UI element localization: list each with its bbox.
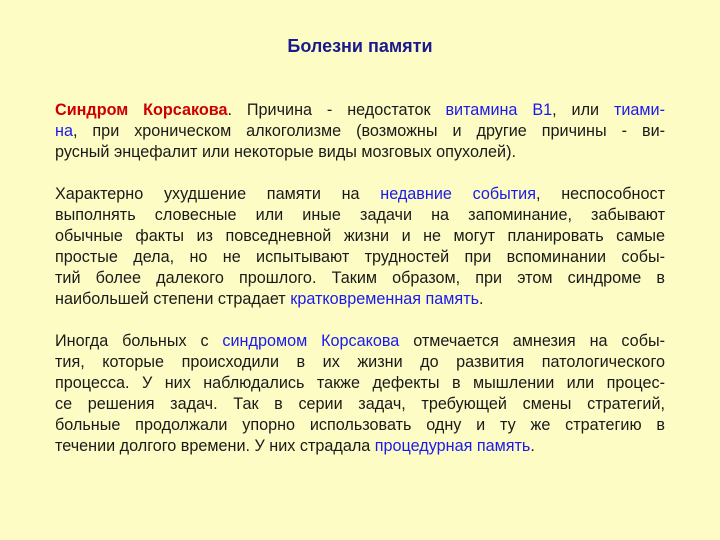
text-segment: процесса. У них наблюдались также дефекты в мышлении или процес- [55, 374, 665, 392]
text-segment: тий более далекого прошлого. Таким образом, при этом синдроме в [55, 269, 665, 287]
text-segment: тия, которые происходили в их жизни до развития патологического [55, 353, 665, 371]
syndrome-name: Синдром Корсакова [55, 101, 228, 119]
text-segment: выполнять словесные или иные задачи на запоминание, забывают [55, 206, 665, 224]
text-line [55, 289, 665, 310]
text-segment: наибольшей степени страдает [55, 290, 291, 308]
text-line [55, 247, 665, 268]
text-line [55, 121, 665, 142]
text-segment: . Причина - недостаток [227, 101, 446, 119]
highlighted-term: витамина В1 [445, 101, 553, 119]
text-line [55, 205, 665, 226]
text-line [55, 352, 665, 373]
text-line [55, 436, 665, 457]
text-line [55, 142, 665, 163]
text-segment: течении долгого времени. У них страдала [55, 437, 375, 455]
text-segment: , или [552, 101, 614, 119]
text-line [55, 226, 665, 247]
text-line [55, 184, 665, 205]
text-line [55, 268, 665, 289]
text-segment: отмечается амнезия на собы- [399, 332, 665, 350]
text-segment: больные продолжали упорно использовать одну и ту же стратегию в [55, 416, 665, 434]
text-segment: , неспособност [536, 185, 665, 203]
text-line [55, 373, 665, 394]
text-line [55, 100, 665, 121]
paragraph-korsakov-definition [55, 100, 665, 163]
text-segment: Иногда больных с [55, 332, 223, 350]
text-line [55, 415, 665, 436]
highlighted-term: синдромом Корсакова [222, 332, 400, 350]
text-segment: русный энцефалит или некоторые виды мозговых опухолей). [55, 143, 516, 161]
text-segment: . [479, 290, 484, 308]
highlighted-term: кратковременная память [290, 290, 480, 308]
highlighted-term: тиами- [613, 101, 665, 119]
page-title: Болезни памяти [287, 36, 433, 56]
highlighted-term: на [55, 122, 73, 140]
text-segment: Характерно ухудшение памяти на [55, 185, 381, 203]
text-segment: . [530, 437, 535, 455]
text-line [55, 331, 665, 352]
text-line [55, 394, 665, 415]
highlighted-term: недавние события [380, 185, 536, 203]
text-segment: се решения задач. Так в серии задач, требующей смены стратегий, [55, 395, 665, 413]
text-segment: , при хроническом алкоголизме (возможны и другие причины - ви- [72, 122, 665, 140]
highlighted-term: процедурная память [374, 437, 531, 455]
text-segment: простые дела, но не испытывают трудностей при вспоминании собы- [55, 248, 665, 266]
text-segment: обычные факты из повседневной жизни и не могут планировать самые [55, 227, 665, 245]
paragraph-memory-impairment [55, 184, 665, 310]
paragraph-amnesia-details [55, 331, 665, 457]
